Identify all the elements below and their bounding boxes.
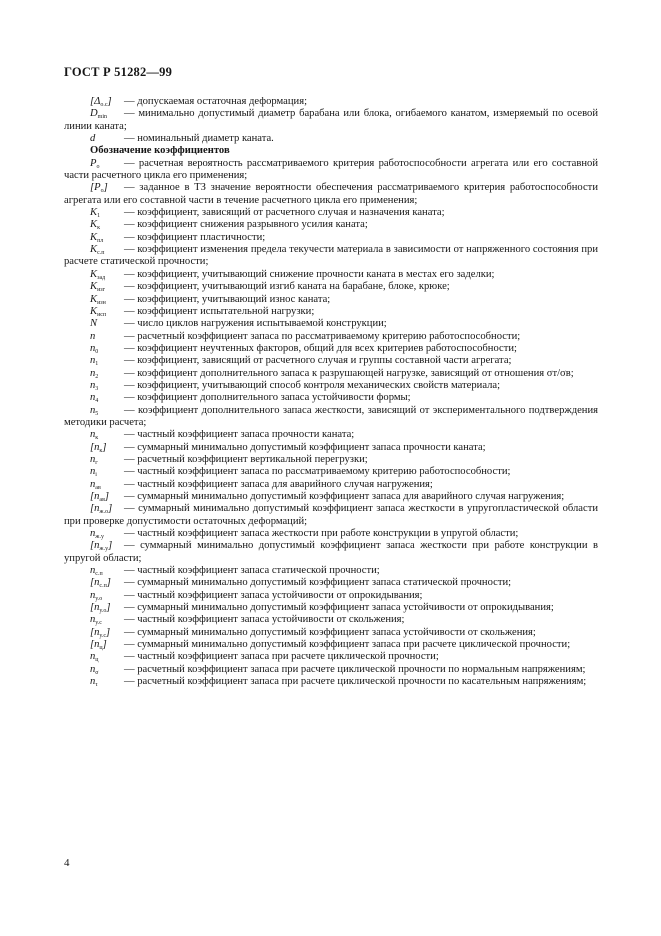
definition-entry — [64, 96, 598, 108]
symbol — [90, 269, 124, 281]
symbol-subscript: исп — [97, 311, 107, 318]
symbol-base: [n — [90, 503, 100, 515]
symbol — [90, 491, 124, 503]
definition-entry — [64, 565, 598, 577]
symbol — [90, 158, 124, 170]
symbol — [90, 380, 124, 392]
symbol-base: n — [90, 392, 96, 404]
symbol — [90, 207, 124, 219]
definition-entry — [64, 269, 598, 281]
symbol-base: n — [90, 651, 96, 663]
definition-text: — суммарный минимально допустимый коэффициент запаса для аварийного случая нагружения; — [124, 491, 565, 502]
symbol-base: [n — [90, 491, 100, 502]
definition-text: — частный коэффициент запаса устойчивости от опрокидывания; — [124, 589, 423, 601]
definition-entry — [64, 219, 598, 231]
definition-entry — [64, 651, 598, 663]
definition-text: — частный коэффициент запаса для аварийного случая нагружения; — [124, 478, 433, 490]
symbol — [90, 614, 124, 626]
symbol — [90, 466, 124, 478]
definition-text: — расчетная вероятность рассматриваемого критерия работоспособности агрегата или его составной части расчетного цикла его применения; — [64, 157, 598, 182]
definition-text: — суммарный минимально допустимый коэффициент запаса жесткости при работе конструкции в упругой области; — [64, 540, 598, 564]
symbol-base: K — [90, 219, 98, 231]
symbol — [90, 368, 124, 380]
definition-entry — [64, 294, 598, 306]
definition-text: — частный коэффициент запаса при расчете циклической прочности; — [124, 651, 439, 663]
definition-entry — [64, 405, 598, 430]
definition-entry — [64, 207, 598, 219]
definition-entry — [64, 158, 598, 183]
symbol-bracket: ] — [103, 182, 108, 194]
definition-entry — [64, 368, 598, 380]
definition-text: — коэффициент дополнительного запаса устойчивости формы; — [124, 392, 411, 404]
definition-entry — [64, 466, 598, 478]
symbol — [90, 405, 124, 417]
symbol-bracket: ] — [107, 96, 112, 107]
page-number: 4 — [64, 857, 70, 869]
intro-list — [64, 96, 598, 145]
symbol — [90, 676, 124, 688]
symbol-subscript: 4 — [95, 398, 99, 405]
symbol-subscript: 5 — [95, 410, 99, 417]
symbol-subscript: у.о — [99, 608, 107, 615]
definition-entry — [64, 318, 598, 330]
definition-text: — суммарный минимально допустимый коэффициент запаса устойчивости от скольжения; — [124, 626, 536, 638]
symbol-base: d — [90, 133, 96, 145]
symbol-base: n — [90, 429, 96, 441]
symbol-subscript: о — [100, 188, 104, 195]
definition-text: — коэффициент, учитывающий способ контроля механических свойств материала; — [124, 379, 501, 391]
definition-entry — [64, 639, 598, 651]
definition-text: — минимально допустимый диаметр барабана или блока, огибаемого канатом, измеряемый по осевой линии каната; — [64, 108, 598, 132]
symbol-base: [n — [90, 540, 100, 552]
symbol-base: D — [90, 108, 98, 120]
definition-text: — коэффициент, зависящий от расчетного случая и назначения каната; — [124, 207, 445, 219]
symbol-base: n — [90, 663, 96, 675]
definition-entry — [64, 590, 598, 602]
symbol — [90, 306, 124, 318]
definition-text: — расчетный коэффициент запаса при расчете циклической прочности по касательным напряжениям; — [124, 676, 587, 688]
symbol-base: [n — [90, 626, 100, 638]
symbol-base: n — [90, 478, 96, 490]
symbol-base: n — [90, 379, 96, 391]
definition-entry — [64, 540, 598, 565]
definition-entry — [64, 577, 598, 589]
definition-text: — номинальный диаметр каната. — [124, 133, 274, 145]
symbol-base: K — [90, 268, 98, 280]
definition-text: — коэффициент, зависящий от расчетного случая и группы составной части агрегата; — [124, 355, 512, 367]
definition-entry — [64, 380, 598, 392]
symbol-subscript: i — [95, 472, 97, 479]
symbol-base: P — [90, 157, 97, 169]
definition-entry — [64, 343, 598, 355]
symbol-bracket: ] — [104, 491, 110, 502]
definition-text: — суммарный минимально допустимый коэффициент запаса статической прочности; — [124, 577, 512, 589]
symbol — [90, 639, 124, 651]
definition-text: — суммарный минимально допустимый коэффициент запаса при расчете циклической прочности; — [124, 639, 571, 651]
coefficient-list — [64, 158, 598, 689]
symbol-subscript: 3 — [95, 385, 99, 392]
symbol-subscript: к — [97, 225, 100, 232]
symbol — [90, 133, 124, 145]
symbol — [90, 232, 124, 244]
symbol-subscript: σ — [95, 669, 99, 676]
definition-text: — суммарный минимально допустимый коэффициент запаса прочности каната; — [124, 441, 486, 453]
symbol-subscript: к — [95, 435, 99, 442]
section-title: Обозначение коэффициентов — [90, 145, 230, 157]
document-body — [64, 96, 598, 689]
definition-text: — коэффициент, учитывающий снижение прочности каната в местах его заделки; — [124, 268, 495, 280]
symbol-base: n — [90, 565, 96, 577]
definition-entry — [64, 442, 598, 454]
symbol-base: K — [90, 305, 98, 317]
definition-entry — [64, 133, 598, 145]
definition-text: — частный коэффициент запаса жесткости при работе конструкции в упругой области; — [124, 528, 519, 540]
symbol-subscript: о — [96, 163, 100, 170]
symbol-base: n — [90, 342, 96, 354]
symbol-base: [n — [90, 577, 100, 589]
symbol-subscript: 1 — [95, 361, 99, 368]
symbol-base: [n — [90, 602, 100, 614]
symbol-subscript: у.с — [99, 632, 106, 639]
symbol-bracket: ] — [108, 503, 113, 515]
symbol — [90, 454, 124, 466]
symbol-bracket: ] — [102, 639, 107, 651]
symbol — [90, 343, 124, 355]
symbol-subscript: 2 — [95, 373, 99, 380]
symbol — [90, 590, 124, 602]
definition-entry — [64, 182, 598, 207]
definition-text: — коэффициент дополнительного запаса к разрушающей нагрузке, зависящий от отношения σт/σв; — [124, 367, 574, 379]
definition-entry — [64, 108, 598, 133]
symbol-subscript: 0 — [95, 348, 99, 355]
symbol-base: N — [90, 318, 98, 330]
symbol — [90, 318, 124, 330]
symbol-subscript: ав — [99, 497, 105, 503]
definition-entry — [64, 392, 598, 404]
definition-text: — суммарный минимально допустимый коэффициент запаса устойчивости от опрокидывания; — [124, 602, 554, 614]
definition-text: — коэффициент испытательной нагрузки; — [124, 305, 315, 317]
symbol-base: [P — [90, 182, 101, 194]
symbol-subscript: 1 — [97, 213, 101, 220]
symbol — [90, 244, 124, 256]
definition-text: — допускаемая остаточная деформация; — [124, 96, 308, 107]
symbol-base: n — [90, 466, 96, 478]
definition-text: — коэффициент снижения разрывного усилия каната; — [124, 219, 368, 231]
definition-entry — [64, 232, 598, 244]
symbol-base: n — [90, 614, 96, 626]
symbol — [90, 96, 124, 108]
symbol — [90, 565, 124, 577]
symbol — [90, 108, 124, 120]
symbol-subscript: ж.у — [99, 546, 109, 553]
definition-text: — суммарный минимально допустимый коэффициент запаса жесткости в упругопластической области при проверке допустимости остаточных деформаций; — [64, 503, 598, 527]
symbol-bracket: ] — [106, 577, 111, 589]
symbol-subscript: зад — [97, 274, 106, 281]
definition-text: — число циклов нагружения испытываемой конструкции; — [124, 318, 387, 330]
definition-entry — [64, 491, 598, 503]
symbol-base: K — [90, 244, 98, 256]
definition-entry — [64, 503, 598, 528]
symbol-base: n — [90, 330, 96, 342]
symbol-base: n — [90, 367, 96, 379]
symbol — [90, 503, 124, 515]
symbol-subscript: ж.у — [95, 534, 104, 541]
symbol — [90, 651, 124, 663]
definition-entry — [64, 664, 598, 676]
definition-entry — [64, 306, 598, 318]
symbol — [90, 429, 124, 441]
symbol-subscript: с.п — [99, 583, 107, 590]
definition-entry — [64, 244, 598, 269]
symbol-subscript: о.с — [100, 102, 108, 108]
symbol-subscript: ц — [95, 657, 99, 664]
symbol-subscript: пл — [97, 237, 104, 244]
definition-entry — [64, 676, 598, 688]
definition-entry — [64, 281, 598, 293]
symbol-subscript: ав — [95, 484, 101, 491]
symbol-subscript: ц — [99, 645, 103, 652]
page-header: ГОСТ Р 51282—99 — [64, 65, 173, 79]
symbol-subscript: у.с — [95, 620, 102, 627]
symbol-base: n — [90, 453, 96, 465]
symbol-subscript: с.п — [95, 571, 103, 578]
definition-text: — коэффициент изменения предела текучести материала в зависимости от напряженного состояния при расчете статической прочности; — [64, 244, 598, 268]
definition-text: — коэффициент, учитывающий износ каната; — [124, 293, 331, 305]
symbol-subscript: min — [97, 114, 107, 121]
symbol-subscript: с.п — [97, 250, 105, 257]
symbol-base: n — [90, 676, 96, 688]
symbol — [90, 219, 124, 231]
symbol-subscript: ж.о — [99, 509, 109, 516]
definition-text: — частный коэффициент запаса устойчивости от скольжения; — [124, 614, 405, 626]
definition-text: — коэффициент неучтенных факторов, общий для всех критериев работоспособности; — [124, 342, 517, 354]
definition-entry — [64, 429, 598, 441]
definition-entry — [64, 627, 598, 639]
symbol-subscript: у.о — [95, 595, 103, 602]
symbol-base: K — [90, 207, 98, 219]
definition-entry — [64, 614, 598, 626]
symbol — [90, 331, 124, 343]
symbol — [90, 294, 124, 306]
symbol — [90, 627, 124, 639]
definition-text: — расчетный коэффициент запаса по рассматриваемому критерию работоспособности; — [124, 330, 521, 342]
definition-text: — расчетный коэффициент вертикальной перегрузки; — [124, 453, 368, 465]
symbol-base: [n — [90, 441, 100, 453]
symbol-subscript: к — [99, 447, 103, 454]
symbol-base: [n — [90, 639, 100, 651]
symbol-base: n — [90, 355, 96, 367]
symbol — [90, 479, 124, 491]
definition-entry — [64, 479, 598, 491]
symbol — [90, 281, 124, 293]
definition-text: — расчетный коэффициент запаса при расчете циклической прочности по нормальным напряжениям; — [124, 663, 586, 675]
definition-text: — частный коэффициент запаса статической прочности; — [124, 565, 380, 577]
symbol — [90, 602, 124, 614]
definition-entry — [64, 454, 598, 466]
symbol-subscript: изг — [97, 287, 106, 294]
symbol — [90, 182, 124, 194]
definition-text: — частный коэффициент запаса прочности каната; — [124, 429, 355, 441]
symbol-bracket: ] — [106, 602, 111, 614]
definition-text: — частный коэффициент запаса по рассматриваемому критерию работоспособности; — [124, 466, 511, 478]
symbol — [90, 540, 124, 552]
symbol — [90, 442, 124, 454]
symbol-subscript: г — [95, 459, 98, 466]
definition-text: — коэффициент, учитывающий изгиб каната на барабане, блоке, крюке; — [124, 281, 450, 293]
symbol — [90, 392, 124, 404]
definition-entry — [64, 355, 598, 367]
symbol-subscript: τ — [95, 682, 98, 689]
symbol-base: n — [90, 589, 96, 601]
symbol-base: K — [90, 293, 98, 305]
symbol-base: n — [90, 528, 96, 540]
symbol — [90, 577, 124, 589]
symbol — [90, 664, 124, 676]
symbol-base: [Δ — [90, 96, 101, 107]
symbol — [90, 528, 124, 540]
definition-text: — коэффициент пластичности; — [124, 231, 266, 243]
symbol-base: K — [90, 231, 98, 243]
symbol-subscript: изн — [97, 299, 106, 306]
definition-entry — [64, 331, 598, 343]
definition-entry — [64, 528, 598, 540]
symbol — [90, 355, 124, 367]
definition-text: — коэффициент дополнительного запаса жесткости, зависящий от экспериментального подтверждения методики расчета; — [64, 404, 598, 428]
definition-entry — [64, 602, 598, 614]
symbol-bracket: ] — [102, 441, 107, 453]
symbol-bracket: ] — [108, 540, 113, 552]
symbol-bracket: ] — [105, 626, 111, 638]
symbol-base: K — [90, 281, 98, 293]
symbol-base: n — [90, 404, 96, 416]
definition-text: — заданное в ТЗ значение вероятности обеспечения рассматриваемого критерия работоспособности агрегата или его составной части в течение расчетного цикла его применения; — [64, 182, 598, 206]
